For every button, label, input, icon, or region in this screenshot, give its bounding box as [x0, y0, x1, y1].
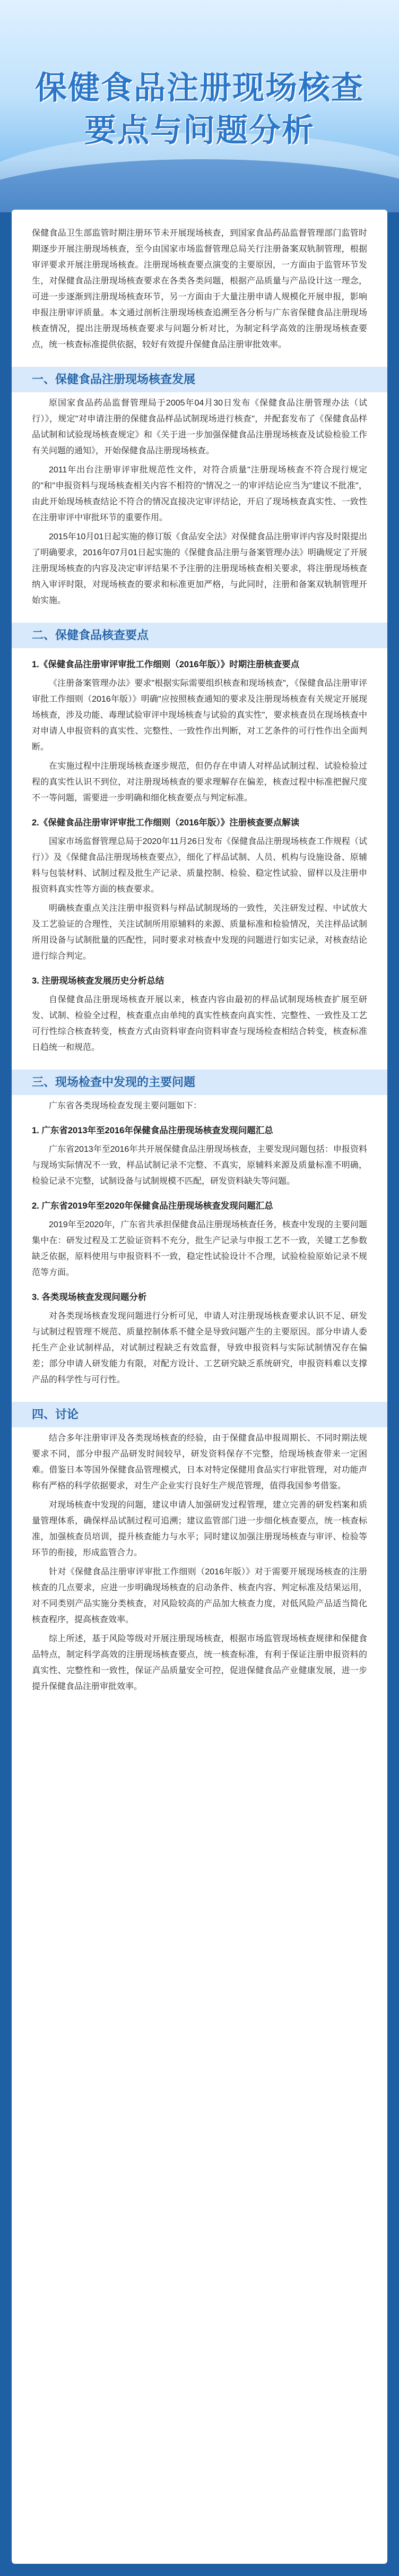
section-paragraph: 针对《保健食品注册审评审批工作细则（2016年版）》对于需要开展现场核查的注册核查的几点要求，应进一步明确现场核查的启动条件、核查内容、判定标准及结果运用，对不同类别产品实施分类核查，对风险较高的产品加大核查力度，对低风险产品适当简化核查程序，提高核查效率。 [32, 1567, 367, 1624]
section-title: 四、讨论 [12, 1402, 387, 1427]
section-title: 二、保健食品核查要点 [12, 623, 387, 648]
subsection-title: 3. 注册现场核查发展历史分析总结 [32, 976, 164, 986]
subsection-title: 1. 广东省2013年至2016年保健食品注册现场核查发现问题汇总 [32, 1126, 273, 1135]
section-paragraph: 原国家食品药品监督管理局于2005年04月30日发布《保健食品注册管理办法（试行）》，规定"对申请注册的保健食品样品试制现场进行核查"，并配套发布了《保健食品样品试制和试验现场核查规定》和《关于进一步加强保健食品注册现场核查及试验检验工作有关问题的通知》，开始保健食品注册现场核查。 [32, 399, 367, 455]
subsection-title: 2.《保健食品注册审评审批工作细则（2016年版）》注册核查要点解读 [32, 818, 300, 828]
hero-banner [0, 0, 399, 212]
section-paragraph: 广东省2013年至2016年共开展保健食品注册现场核查，主要发现问题包括：申报资料与现场实际情况不一致，样品试制记录不完整、不真实，原辅料来源及质量标准不明确，检验记录不完整，试制设备与试制规模不匹配，研发资料缺失等问题。 [32, 1145, 367, 1186]
section-paragraph: 综上所述，基于风险等级对开展注册现场核查，根据市场监管现场核查规律和保健食品特点，制定科学高效的注册现场核查要点，统一核查标准，有利于保证注册申报资料的真实性、完整性和一致性，保证产品质量安全可控，促进保健食品产业健康发展，进一步提升保健食品注册审批效率。 [32, 1634, 367, 1691]
article-abstract: 保健食品卫生部监管时期注册环节未开展现场核查，到国家食品药品监督管理部门监管时期逐步开展注册现场核查，至今由国家市场监督管理总局关行注册备案双轨制管理，根据审评要求开展注册现场核查。注册现场核查要点演变的主要原因，一方面由于监管环节发生，对保健食品注册现场核查要求在各类各类问题，根据产品质量与产品设计这一理念，可进一步逐渐到注册现场核查环节，另一方面由于大量注册申请人规模化开展申报，影响申报注册审评质量。本文通过剖析注册现场核查追溯至各分析与广东省保健食品注册现场核查情况，提出注册现场核查要求与问题分析对比，为制定科学高效的注册现场核查要点，统一核查标准提供依据，较好有效提升保健食品注册审批效率。 [32, 229, 367, 349]
section-title: 三、现场检查中发现的主要问题 [12, 1070, 387, 1095]
footer-bar [0, 2566, 399, 2576]
subsection-title: 3. 各类现场核查发现问题分析 [32, 1293, 147, 1302]
section-paragraph: 自保健食品注册现场核查开展以来，核查内容由最初的样品试制现场核查扩展至研发、试制、检验全过程，核查重点由单纯的真实性核查向真实性、完整性、一致性及工艺可行性综合核查转变，核查方式由资料审查向资料审查与现场检查相结合转变，核查标准日趋统一和规范。 [32, 995, 367, 1052]
section-paragraph: 2015年10月01日起实施的修订版《食品安全法》对保健食品注册审评内容及时限提出了明确要求，2016年07月01日起实施的《保健食品注册与备案管理办法》明确规定了开展注册现场核查的内容及决定审评结果不予注册的注册现场核查相关要求，将注册现场核查纳入审评时限，对现场核查的要求和标准更加严格，与此同时，注册和备案双轨制管理开始实施。 [32, 532, 367, 605]
article-card [12, 210, 387, 2564]
subsection-title: 1.《保健食品注册审评审批工作细则（2016年版）》时期注册核查要点 [32, 660, 300, 669]
section-paragraph: 2019年至2020年，广东省共承担保健食品注册现场核查任务，核查中发现的主要问题集中在：研发过程及工艺验证资料不充分，批生产记录与申报工艺不一致，关键工艺参数缺乏依据，原料使用与申报资料不一致，稳定性试验设计不合理，试验检验原始记录不规范等方面。 [32, 1220, 367, 1277]
section-paragraph: 在实施过程中注册现场核查逐步规范，但仍存在申请人对样品试制过程、试验检验过程的真实性认识不到位，对注册现场核查的要求理解存在偏差，核查过程中标准把握尺度不一等问题，需要进一步明确和细化核查要点与判定标准。 [32, 762, 367, 803]
section-paragraph: 明确核查重点关注注册申报资料与样品试制现场的一致性，关注研发过程、中试放大及工艺验证的合理性，关注试制所用原辅料的来源、质量标准和检验情况，关注样品试制所用设备与试制批量的匹配性，同时要求对核查中发现的问题进行如实记录，对核查结论进行综合判定。 [32, 904, 367, 961]
section-intro: 广东省各类现场检查发现主要问题如下： [49, 1101, 202, 1110]
section-title: 一、保健食品注册现场核查发展 [12, 367, 387, 392]
section-paragraph: 对各类现场核查发现问题进行分析可见，申请人对注册现场核查要求认识不足、研发与试制过程管理不规范、质量控制体系不健全是导致问题产生的主要原因。部分申请人委托生产企业试制样品，对试制过程缺乏有效监督，导致申报资料与实际试制情况存在偏差；部分申请人研发能力有限，对配方设计、工艺研究缺乏系统研究，申报资料难以支撑产品的科学性与可行性。 [32, 1312, 367, 1384]
section-paragraph: 国家市场监督管理总局于2020年11月26日发布《保健食品注册现场核查工作规程（试行）》及《保健食品注册现场核查要点》，细化了样品试制、人员、机构与设施设备、原辅料与包装材料、试制过程及批生产记录、质量控制、检验、稳定性试验、留样以及注册申报资料真实性等方面的核查要求。 [32, 837, 367, 894]
section-paragraph: 对现场核查中发现的问题，建议申请人加强研发过程管理，建立完善的研发档案和质量管理体系，确保样品试制过程可追溯；建议监管部门进一步细化核查要点，统一核查标准，加强核查员培训，提升核查能力与水平；同时建议加强注册现场核查与审评、检验等环节的衔接，形成监管合力。 [32, 1501, 367, 1557]
page-title-line1: 保健食品注册现场核查 [35, 70, 364, 107]
subsection-title: 2. 广东省2019年至2020年保健食品注册现场核查发现问题汇总 [32, 1201, 273, 1211]
section-paragraph: 结合多年注册审评及各类现场核查的经验，由于保健食品申报周期长、不同时期法规要求不同，部分申报产品研发时间较早，研发资料保存不完整，给现场核查带来一定困难。借鉴日本等国外保健食品管理模式，日本对特定保健用食品实行审批管理，对功能声称有严格的科学依据要求，对生产企业实行良好生产规范管理，值得我国参考借鉴。 [32, 1434, 367, 1491]
section-paragraph: 《注册备案管理办法》要求"根据实际需要组织核查和现场核查"，《保健食品注册审评审批工作细则（2016年版）》明确"应按照核查通知的要求及注册现场核查有关规定开展现场核查，涉及功能、毒理试验审评中现场核查与试验的真实性"，要求核查员在现场核查中对申请人申报资料的真实性、完整性、一致性作出判断，对工艺条件的可行性作出全面判断。 [32, 679, 367, 752]
section-paragraph: 2011年出台注册审评审批规范性文件，对符合质量"注册现场核查不符合现行规定的"和"申报资料与现场核查相关内容不相符的"情况之一的审评结论应当为"建议不批准"，由此开始现场核查结论不符合的情况直接决定审评结论，开启了现场核查真实性、一致性在注册审评中审批环节的重要作用。 [32, 466, 367, 522]
page-title-line2: 要点与问题分析 [84, 112, 315, 149]
